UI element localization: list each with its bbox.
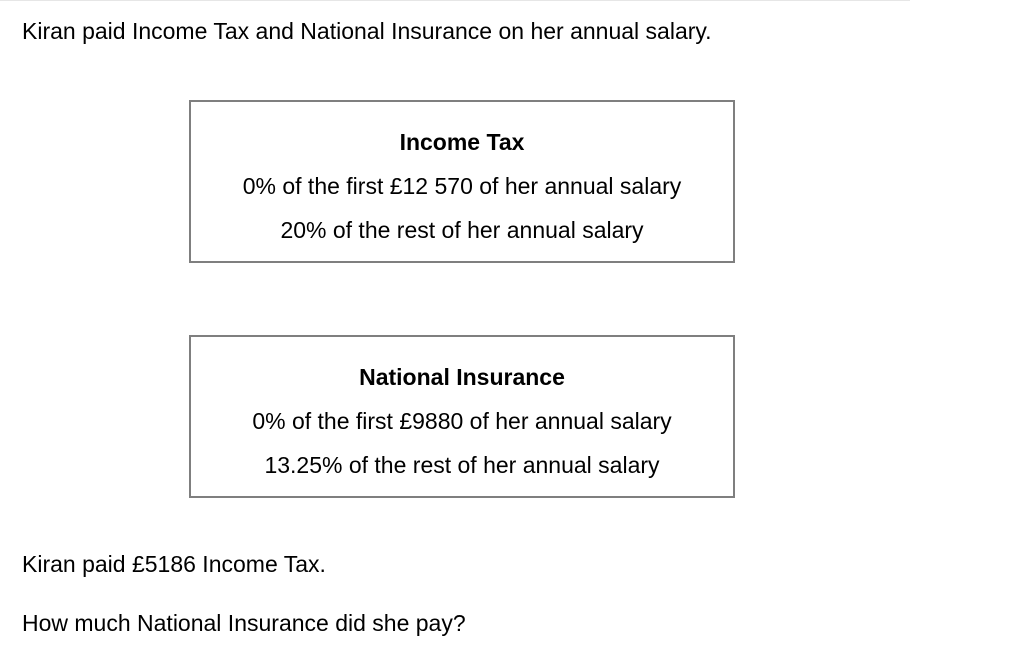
national-insurance-rate-line-1: 0% of the first £9880 of her annual salary	[252, 408, 672, 434]
intro-text: Kiran paid Income Tax and National Insurance on her annual salary.	[22, 18, 712, 44]
top-divider	[0, 0, 910, 1]
income-tax-paid-statement: Kiran paid £5186 Income Tax.	[22, 551, 326, 577]
income-tax-rate-line-1: 0% of the first £12 570 of her annual salary	[242, 173, 682, 199]
income-tax-box	[189, 100, 735, 263]
national-insurance-title: National Insurance	[359, 364, 565, 390]
national-insurance-box	[189, 335, 735, 498]
question-text: How much National Insurance did she pay?	[22, 610, 466, 636]
income-tax-rate-line-2: 20% of the rest of her annual salary	[280, 217, 644, 243]
income-tax-title: Income Tax	[399, 129, 525, 155]
national-insurance-rate-line-2: 13.25% of the rest of her annual salary	[264, 452, 660, 478]
